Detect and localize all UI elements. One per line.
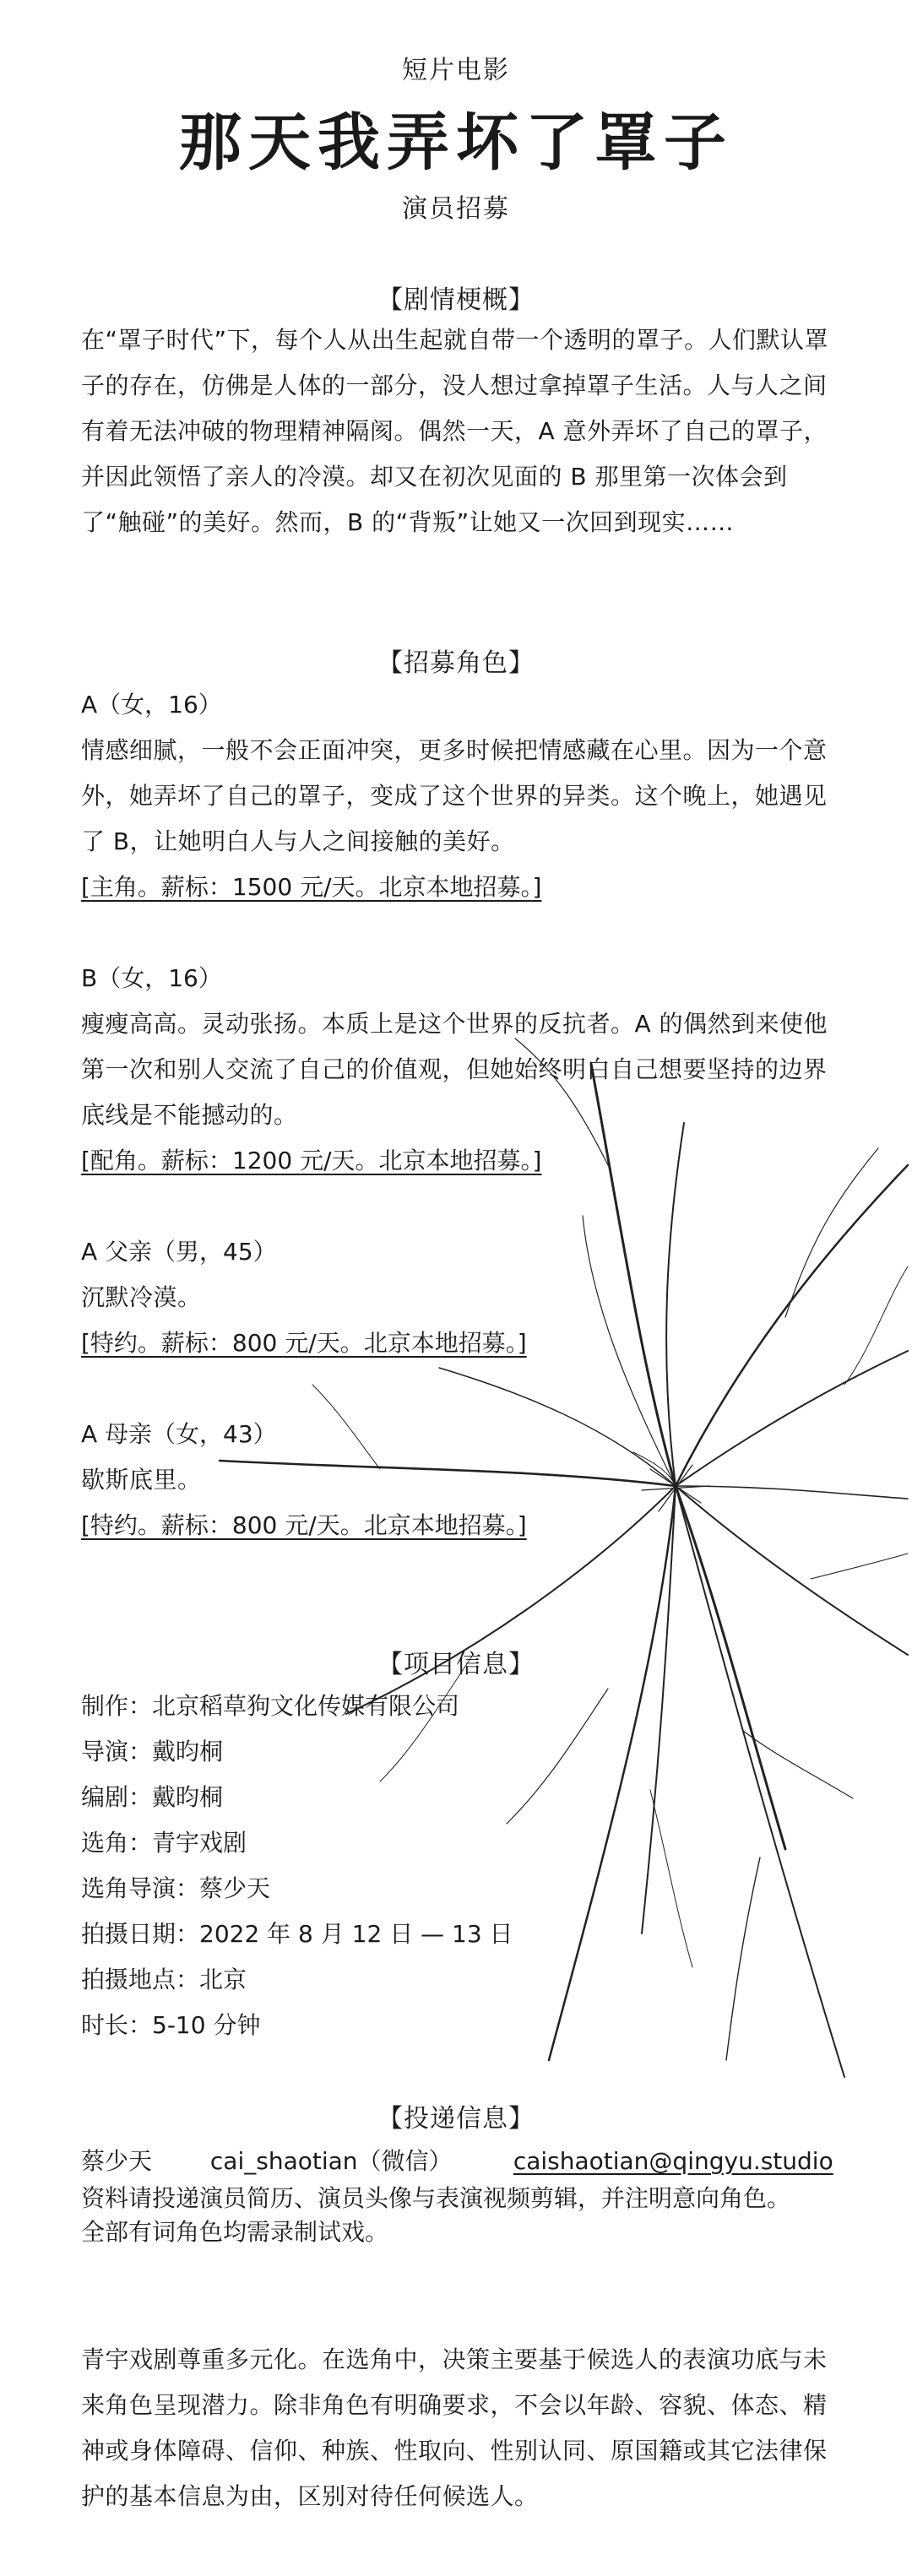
- role-a-mother: [81, 1412, 833, 1548]
- role-a: [81, 682, 833, 910]
- project-heading: 【项目信息】: [377, 1650, 535, 1679]
- diversity-statement-text: 青宇戏剧尊重多元化。在选角中，决策主要基于候选人的表演功底与未来角色呈现潜力。除非角色有明确要求，不会以年龄、容貌、体态、精神或身体障碍、信仰、种族、性取向、性别认同、原国籍或其它法律保护的基本信息为由，区别对待任何候选人。: [81, 2346, 828, 2510]
- project-writer: 编剧：戴昀桐: [81, 1783, 224, 1811]
- role-b: [81, 956, 833, 1184]
- role-salary-tag: [特约。薪标：800 元/天。北京本地招募。]: [81, 1329, 527, 1357]
- synopsis-heading: 【剧情梗概】: [377, 285, 535, 315]
- page-title: 那天我弄坏了罩子: [179, 106, 733, 179]
- role-salary-tag: [主角。薪标：1500 元/天。北京本地招募。]: [81, 873, 542, 901]
- project-location: 拍摄地点：北京: [81, 1966, 247, 1993]
- synopsis-text: 在“罩子时代”下，每个人从出生起就自带一个透明的罩子。人们默认罩子的存在，仿佛是人体的一部分，没人想过拿掉罩子生活。人与人之间有着无法冲破的物理精神隔阂。偶然一天，A 意外弄坏了自己的罩子，并因此领悟了亲人的冷漠。却又在初次见面的 B 那里第一次体会到了“触碰”的美好。然而，B 的“背叛”让她又一次回到现实……: [81, 326, 829, 536]
- pre-title: 短片电影: [402, 56, 510, 85]
- role-name: B（女，16）: [81, 964, 222, 992]
- contact-name: 蔡少天: [81, 2147, 153, 2175]
- contact-wechat[interactable]: cai_shaotian（微信）: [209, 2147, 453, 2175]
- project-casting: 选角：青宇戏剧: [81, 1829, 247, 1857]
- project-producer: 制作：北京稻草狗文化传媒有限公司: [81, 1692, 460, 1720]
- role-name: A（女，16）: [81, 691, 222, 719]
- project-info: [81, 1684, 833, 2048]
- role-name: A 父亲（男，45）: [81, 1238, 277, 1266]
- diversity-statement: [81, 2337, 833, 2519]
- roles-heading: 【招募角色】: [377, 648, 535, 678]
- submission-info: [81, 2145, 841, 2249]
- role-name: A 母亲（女，43）: [81, 1420, 277, 1448]
- project-director: 导演：戴昀桐: [81, 1738, 224, 1765]
- project-duration: 时长：5-10 分钟: [81, 2011, 261, 2039]
- synopsis-section: [81, 317, 833, 545]
- contact-email-link[interactable]: caishaotian@qingyu.studio: [513, 2147, 833, 2175]
- role-description: 情感细腻，一般不会正面冲突，更多时候把情感藏在心里。因为一个意外，她弄坏了自己的罩子，变成了这个世界的异类。这个晚上，她遇见了 B，让她明白人与人之间接触的美好。: [81, 736, 828, 855]
- submission-note: 资料请投递演员简历、演员头像与表演视频剪辑，并注明意向角色。: [81, 2184, 791, 2212]
- project-shoot-date: 拍摄日期：2022 年 8 月 12 日 — 13 日: [81, 1920, 513, 1948]
- project-casting-director: 选角导演：蔡少天: [81, 1874, 271, 1902]
- submission-heading: 【投递信息】: [377, 2104, 535, 2134]
- role-a-father: [81, 1229, 833, 1366]
- submission-audition-note: 全部有词角色均需录制试戏。: [81, 2218, 389, 2246]
- role-description: 瘦瘦高高。灵动张扬。本质上是这个世界的反抗者。A 的偶然到来使他第一次和别人交流了自己的价值观，但她始终明白自己想要坚持的边界底线是不能撼动的。: [81, 1010, 828, 1129]
- role-description: 沉默冷漠。: [81, 1283, 202, 1311]
- sub-title: 演员招募: [402, 194, 510, 224]
- role-salary-tag: [特约。薪标：800 元/天。北京本地招募。]: [81, 1511, 527, 1539]
- role-salary-tag: [配角。薪标：1200 元/天。北京本地招募。]: [81, 1147, 542, 1174]
- role-description: 歇斯底里。: [81, 1466, 202, 1494]
